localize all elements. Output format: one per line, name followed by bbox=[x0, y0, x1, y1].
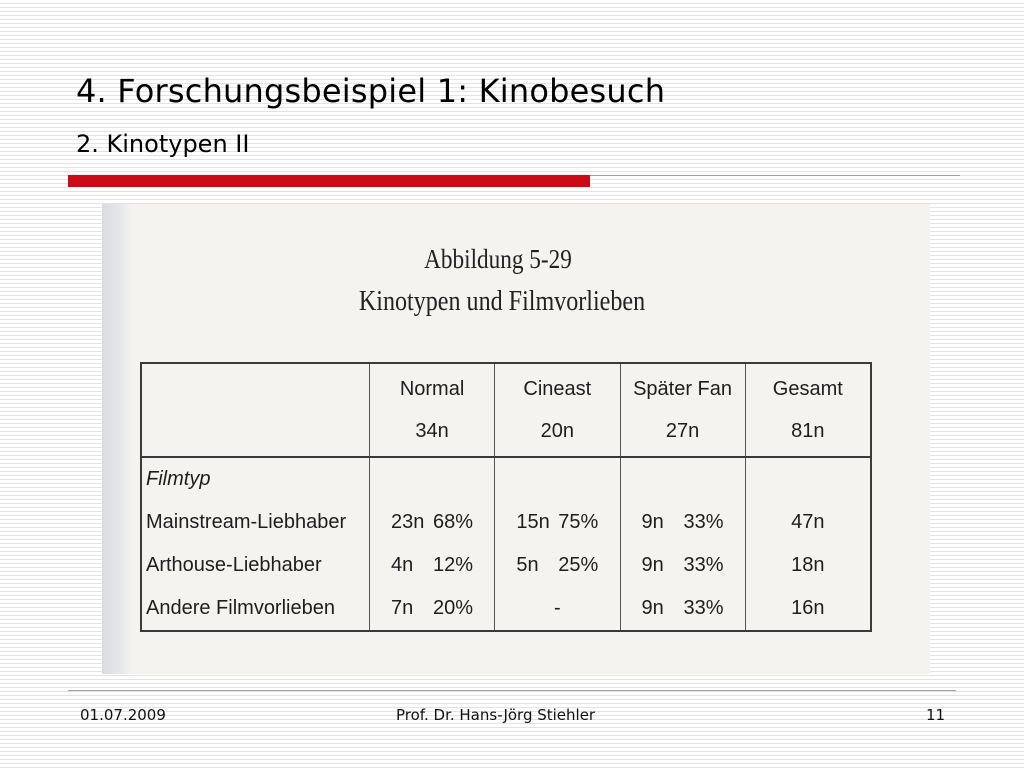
column-n: 20n bbox=[540, 420, 575, 442]
slide-title: 4. Forschungsbeispiel 1: Kinobesuch bbox=[76, 72, 666, 110]
figure-title: Kinotypen und Filmvorlieben bbox=[358, 286, 646, 317]
footer-divider-line bbox=[68, 690, 956, 691]
table-header-row bbox=[141, 363, 871, 457]
table-cell bbox=[369, 587, 494, 631]
table-cell bbox=[745, 587, 871, 631]
count-value: 9n bbox=[641, 554, 664, 576]
column-header-normal bbox=[369, 363, 494, 457]
column-name: Später Fan bbox=[633, 378, 733, 400]
percent-value: 20% bbox=[433, 597, 474, 619]
count-value: 4n bbox=[391, 554, 414, 576]
count-value: - bbox=[554, 597, 561, 619]
table-cell bbox=[745, 544, 871, 587]
count-value: 47n bbox=[791, 511, 825, 533]
title-divider-line bbox=[590, 175, 960, 176]
table-cell bbox=[620, 587, 745, 631]
table-cell bbox=[620, 457, 745, 501]
table-cell bbox=[369, 457, 494, 501]
column-n: 34n bbox=[415, 420, 449, 442]
percent-value: 33% bbox=[683, 597, 724, 619]
header-empty-cell bbox=[141, 363, 369, 457]
count-value: 7n bbox=[391, 597, 414, 619]
figure-number: Abbildung 5-29 bbox=[424, 244, 572, 274]
table-cell bbox=[495, 501, 620, 544]
column-name: Cineast bbox=[523, 378, 592, 400]
column-name: Normal bbox=[399, 378, 465, 400]
table-cell bbox=[745, 501, 871, 544]
table-cell bbox=[495, 544, 620, 587]
table-cell bbox=[369, 544, 494, 587]
percent-value: 75% bbox=[558, 511, 599, 533]
scan-shadow-edge bbox=[102, 204, 132, 674]
title-accent-rule bbox=[68, 175, 590, 187]
column-name: Gesamt bbox=[772, 378, 843, 400]
footer-author: Prof. Dr. Hans-Jörg Stiehler bbox=[396, 706, 596, 724]
count-value: 9n bbox=[641, 597, 664, 619]
percent-value: 33% bbox=[683, 554, 724, 576]
crosstab-table bbox=[140, 362, 872, 632]
percent-value: 12% bbox=[433, 554, 474, 576]
count-value: 15n bbox=[516, 511, 550, 533]
section-row bbox=[141, 457, 871, 501]
table-cell bbox=[495, 457, 620, 501]
count-value: 18n bbox=[791, 554, 825, 576]
column-header-gesamt bbox=[745, 363, 871, 457]
table-cell bbox=[620, 544, 745, 587]
table-cell bbox=[369, 501, 494, 544]
count-value: 9n bbox=[641, 511, 664, 533]
scanned-figure bbox=[102, 204, 930, 674]
count-value: 23n bbox=[391, 511, 425, 533]
column-header-cineast bbox=[495, 363, 620, 457]
column-n: 81n bbox=[791, 420, 825, 442]
row-label: Mainstream-Liebhaber bbox=[141, 501, 369, 544]
percent-value: 68% bbox=[433, 511, 474, 533]
count-value: 5n bbox=[516, 554, 539, 576]
row-label: Arthouse-Liebhaber bbox=[141, 544, 369, 587]
footer-page-number: 11 bbox=[926, 706, 946, 724]
percent-value: 33% bbox=[683, 511, 724, 533]
section-label-cell bbox=[141, 457, 369, 501]
count-value: 16n bbox=[791, 597, 825, 619]
table-cell bbox=[745, 457, 871, 501]
table-row bbox=[141, 501, 871, 544]
column-n: 27n bbox=[665, 420, 700, 442]
table-cell bbox=[495, 587, 620, 631]
section-label: Filmtyp bbox=[146, 468, 211, 490]
table-cell bbox=[620, 501, 745, 544]
slide-subtitle: 2. Kinotypen II bbox=[76, 130, 250, 158]
column-header-spaeter-fan bbox=[620, 363, 745, 457]
footer-date: 01.07.2009 bbox=[80, 706, 166, 724]
table-row bbox=[141, 544, 871, 587]
percent-value: 25% bbox=[558, 554, 599, 576]
table-row bbox=[141, 587, 871, 631]
row-label: Andere Filmvorlieben bbox=[141, 587, 369, 631]
